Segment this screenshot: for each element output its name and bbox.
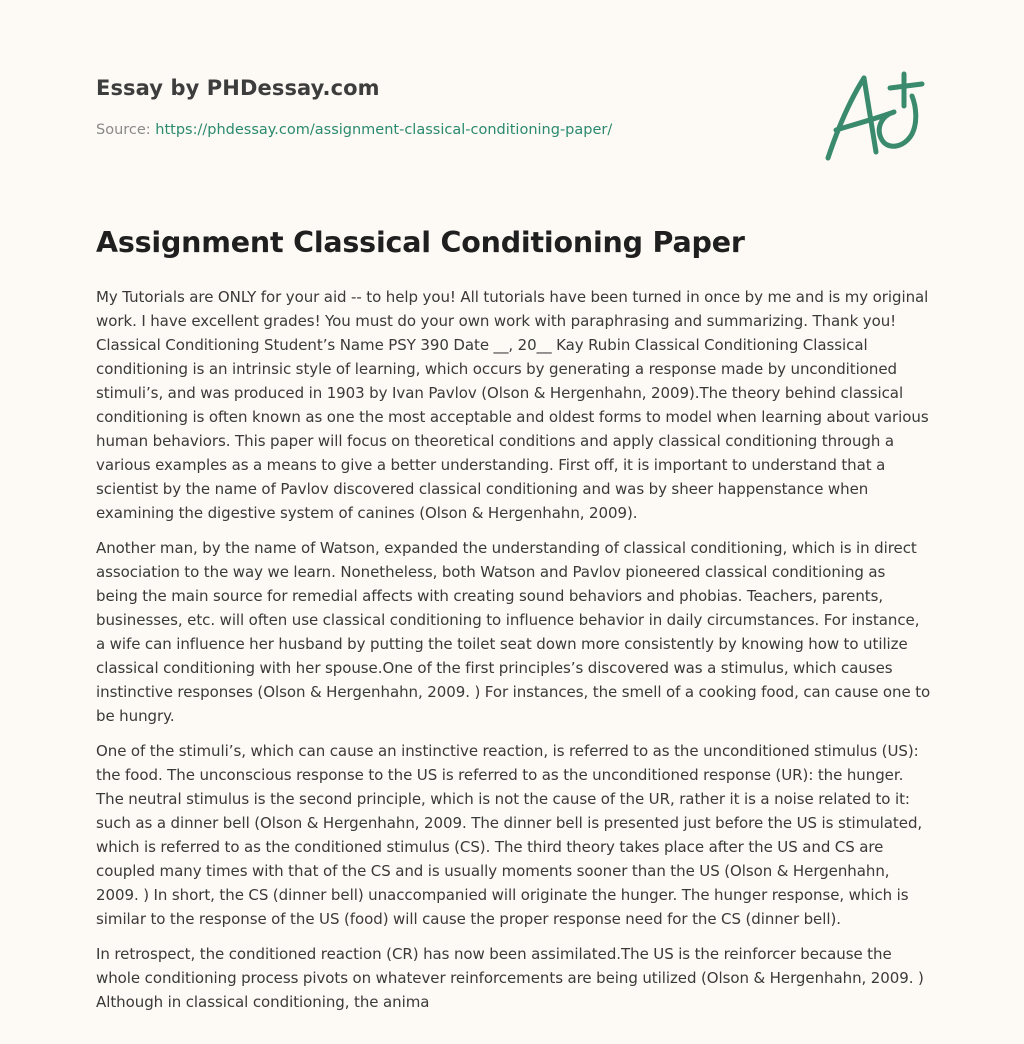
article-paragraph: In retrospect, the conditioned reaction (CR) has now been assimilated.The US is the reinforcer because the whole conditioning process pivots on whatever reinforcements are being utilized (Olson & Hergenhahn, 2009. ) Although in classical conditioning, the anima	[96, 945, 924, 1011]
source-link[interactable]: https://phdessay.com/assignment-classical-conditioning-paper/	[155, 122, 613, 138]
article-paragraph: Another man, by the name of Watson, expanded the understanding of classical conditioning, which is in direct association to the way we learn. Nonetheless, both Watson and Pavlov pioneered classical conditioning as being the main source for remedial affects with creating sound behaviors and phobias. Teachers, parents, businesses, etc. will often use classical conditioning to influence behavior in daily circumstances. For instance, a wife can influence her husband by putting the toilet seat down more consistently by knowing how to utilize classical conditioning with her spouse.One of the first principles’s discovered was a stimulus, which causes instinctive responses (Olson & Hergenhahn, 2009. ) For instances, the smell of a cooking food, can cause one to be hungry.	[96, 539, 931, 725]
source-label: Source:	[96, 122, 156, 138]
article-body	[96, 285, 931, 1025]
a-plus-grade-icon	[820, 66, 930, 166]
brand-title: Essay by PHDessay.com	[96, 76, 380, 100]
page-title: Assignment Classical Conditioning Paper	[96, 226, 745, 259]
article-paragraph: One of the stimuli’s, which can cause an instinctive reaction, is referred to as the unconditioned stimulus (US): the food. The unconscious response to the US is referred to as the unconditioned response (UR): the hunger. The neutral stimulus is the second principle, which is not the cause of the UR, rather it is a noise related to it: such as a dinner bell (Olson & Hergenhahn, 2009. The dinner bell is presented just before the US is stimulated, which is referred to as the conditioned stimulus (CS). The third theory takes place after the US and CS are coupled many times with that of the CS and is usually moments sooner than the US (Olson & Hergenhahn, 2009. ) In short, the CS (dinner bell) unaccompanied will originate the hunger. The hunger response, which is similar to the response of the US (food) will cause the proper response need for the CS (dinner bell).	[96, 742, 923, 928]
article-paragraph: My Tutorials are ONLY for your aid -- to help you! All tutorials have been turned in once by me and is my original work. I have excellent grades! You must do your own work with paraphrasing and summarizing. Thank you! Classical Conditioning Student’s Name PSY 390 Date __, 20__ Kay Rubin Classical Conditioning Classical conditioning is an intrinsic style of learning, which occurs by generating a response made by unconditioned stimuli’s, and was produced in 1903 by Ivan Pavlov (Olson & Hergenhahn, 2009).The theory behind classical conditioning is often known as one the most acceptable and oldest forms to model when learning about various human behaviors. This paper will focus on theoretical conditions and apply classical conditioning through a various examples as a means to give a better understanding. First off, it is important to understand that a scientist by the name of Pavlov discovered classical conditioning and was by sheer happenstance when examining the digestive system of canines (Olson & Hergenhahn, 2009).	[96, 288, 929, 522]
page-header	[96, 76, 796, 138]
source-line	[96, 122, 796, 138]
